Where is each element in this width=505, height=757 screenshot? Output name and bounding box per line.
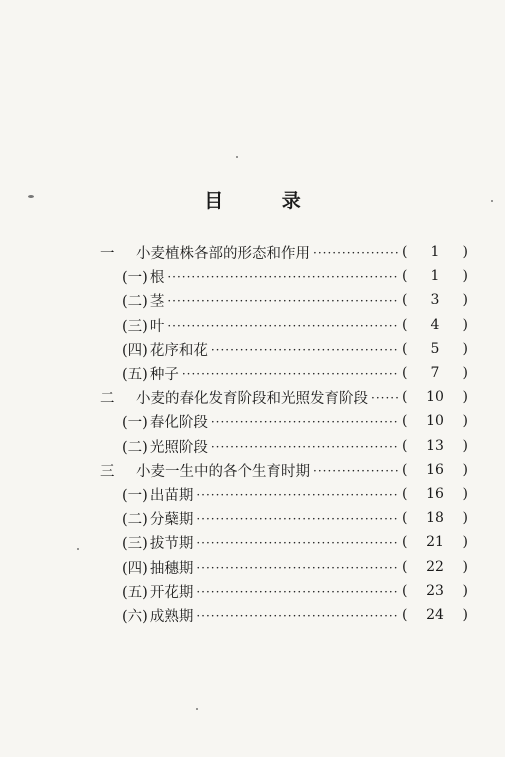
page-number-value: 1 [430,268,440,284]
dot-leader [182,362,399,384]
entry-title: 春化阶段 [149,414,208,431]
page-number-value: 1 [430,244,440,260]
page-title: 目 录 [204,190,327,212]
page-number: ( 13 ) [402,438,468,454]
print-speck [28,195,34,198]
page-number: ( 10 ) [402,389,468,405]
page-number: ( 4 ) [402,317,468,333]
chapter-number: 二 [100,390,115,407]
page-number-value: 21 [426,534,444,550]
section-number: (三) [122,535,148,552]
dot-leader [167,265,399,287]
dot-leader [196,483,399,505]
section-number: (三) [122,318,148,335]
section-number: (六) [122,608,148,625]
entry-title: 叶 [149,318,165,335]
entry-title: 成熟期 [149,608,194,625]
toc-section-row [122,580,468,602]
page-number-value: 10 [426,389,444,405]
entry-title: 开花期 [149,584,194,601]
toc-section-row [122,410,468,432]
section-number: (一) [122,269,148,286]
print-speck [491,200,493,202]
entry-title: 抽穗期 [149,560,194,577]
page-number: ( 1 ) [402,268,468,284]
section-number: (四) [122,560,148,577]
page-number-value: 7 [430,365,440,381]
dot-leader [167,289,399,311]
toc-section-row [122,314,468,336]
section-number: (五) [122,584,148,601]
dot-leader [371,386,399,408]
toc-section-row [122,338,468,360]
dot-leader [313,241,399,263]
section-number: (一) [122,487,148,504]
page-number-value: 23 [426,583,444,599]
section-number: (四) [122,342,148,359]
section-number: (二) [122,293,148,310]
entry-title: 花序和花 [149,342,208,359]
page-number: ( 5 ) [402,341,468,357]
toc-section-row [122,362,468,384]
page-number-value: 3 [430,292,440,308]
dot-leader [313,459,399,481]
page-number-value: 16 [426,462,444,478]
page-number: ( 1 ) [402,244,468,260]
dot-leader [196,580,399,602]
page-number: ( 16 ) [402,486,468,502]
section-number: (五) [122,366,148,383]
page-number: ( 16 ) [402,462,468,478]
toc-chapter-row [100,386,468,408]
page-number: ( 21 ) [402,534,468,550]
page-number: ( 22 ) [402,559,468,575]
chapter-number: 一 [100,245,115,262]
toc-section-row [122,265,468,287]
chapter-number: 三 [100,463,115,480]
entry-title: 拔节期 [149,535,194,552]
toc-section-row [122,507,468,529]
toc-section-row [122,531,468,553]
entry-title: 分蘖期 [149,511,194,528]
dot-leader [196,507,399,529]
dot-leader [196,604,399,626]
page-number-value: 24 [426,607,444,623]
dot-leader [211,435,399,457]
section-number: (一) [122,414,148,431]
dot-leader [196,556,399,578]
dot-leader [196,531,399,553]
entry-title: 种子 [149,366,179,383]
toc-section-row [122,604,468,626]
dot-leader [211,338,399,360]
section-number: (二) [122,439,148,456]
page-number: ( 23 ) [402,583,468,599]
page-number-value: 18 [426,510,444,526]
entry-title: 小麦一生中的各个生育时期 [136,463,310,480]
dot-leader [167,314,399,336]
entry-title: 茎 [149,293,165,310]
print-speck [236,156,238,158]
entry-title: 小麦植株各部的形态和作用 [136,245,310,262]
page-number-value: 5 [430,341,440,357]
toc-section-row [122,556,468,578]
entry-title: 小麦的春化发育阶段和光照发育阶段 [136,390,368,407]
page-number-value: 10 [426,413,444,429]
page-number: ( 18 ) [402,510,468,526]
dot-leader [211,410,399,432]
toc-section-row [122,435,468,457]
page-number-value: 4 [430,317,440,333]
toc-chapter-row [100,459,468,481]
toc-section-row [122,483,468,505]
page-number: ( 3 ) [402,292,468,308]
toc-section-row [122,289,468,311]
page-number: ( 24 ) [402,607,468,623]
entry-title: 出苗期 [149,487,194,504]
page-number: ( 7 ) [402,365,468,381]
page-number-value: 13 [426,438,444,454]
entry-title: 光照阶段 [149,439,208,456]
print-speck [77,548,79,550]
page-number-value: 22 [426,559,444,575]
print-speck [196,708,198,710]
page-number: ( 10 ) [402,413,468,429]
page-number-value: 16 [426,486,444,502]
toc-chapter-row [100,241,468,263]
section-number: (二) [122,511,148,528]
entry-title: 根 [149,269,165,286]
